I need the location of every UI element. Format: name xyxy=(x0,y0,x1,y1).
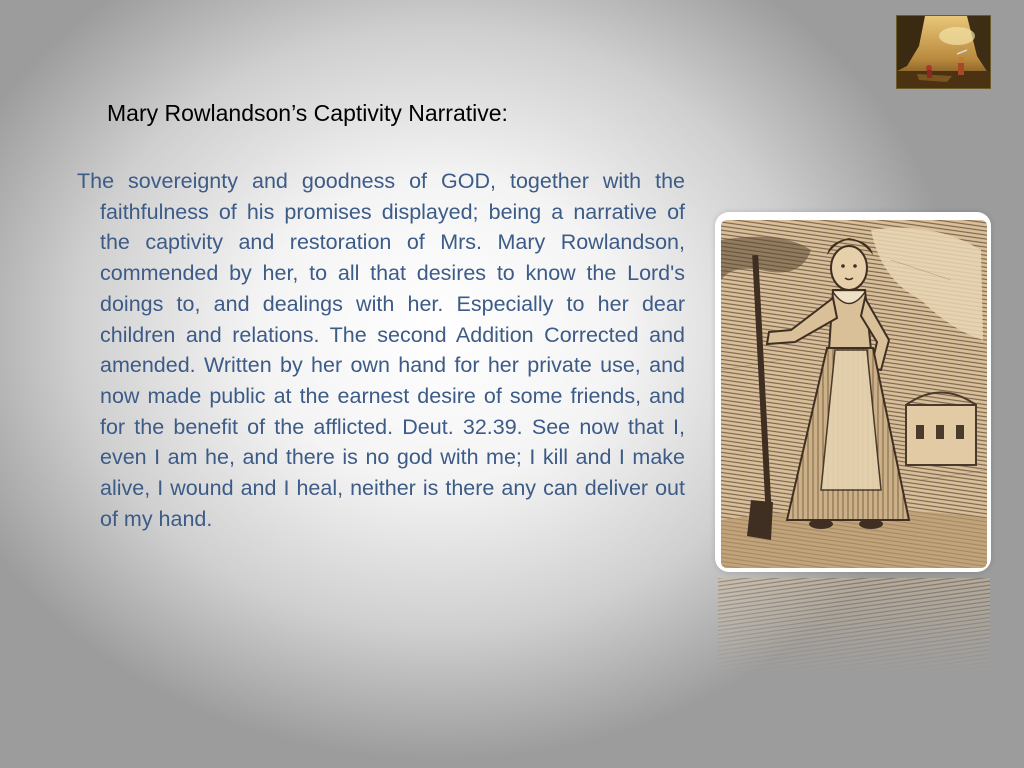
painting-thumbnail-image xyxy=(896,15,991,89)
woodcut-portrait-image xyxy=(721,220,987,568)
narrative-title-text: The sovereignty and goodness of GOD, together with the faithfulness of his promises displayed; being a narrative of the captivity and restoration of Mrs. Mary Rowlandson, commended by her, to all that desires to know the Lord's doings to, and dealings with her. Especially to her dear children and relations. The second Addition Corrected and amended. Written by her own hand for her private use, and now made public at the earnest desire of some friends, and for the benefit of the afflicted. Deut. 32.39. See now that I, even I am he, and there is no god with me; I kill and I make alive, I wound and I heal, neither is there any can deliver out of my hand. xyxy=(77,169,685,531)
slide-title: Mary Rowlandson’s Captivity Narrative: xyxy=(107,100,508,126)
woodcut-portrait-reflection xyxy=(718,578,990,673)
woodcut-portrait-frame xyxy=(715,212,991,572)
